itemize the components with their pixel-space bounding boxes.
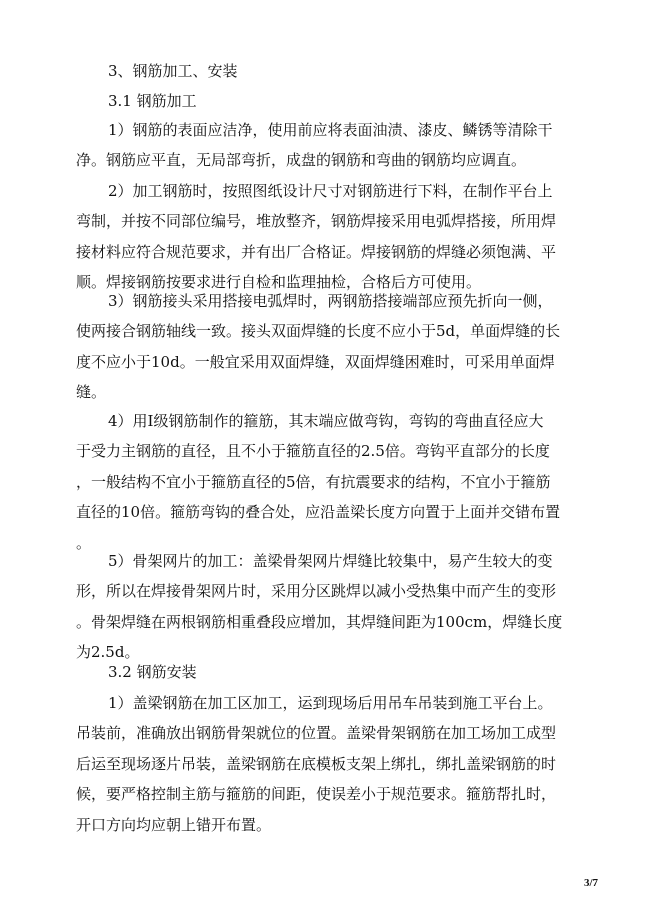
paragraph-line: 度不应小于10d。一般宜采用双面焊缝，双面焊缝困难时，可采用单面焊 [76, 352, 555, 371]
paragraph-line: 1）盖梁钢筋在加工区加工，运到现场后用吊车吊装到施工平台上。 [108, 694, 553, 712]
paragraph-line: 形，所以在焊接骨架网片时，采用分区跳焊以减小受热集中而产生的变形 [76, 582, 557, 601]
paragraph-line: 为2.5d。 [76, 643, 140, 662]
paragraph-line: 1）钢筋的表面应洁净，使用前应将表面油渍、漆皮、鳞锈等清除干 [108, 121, 553, 139]
paragraph-line: 吊装前，准确放出钢筋骨架就位的位置。盖梁骨架钢筋在加工场加工成型 [76, 724, 557, 743]
paragraph-1 [76, 115, 598, 176]
subsection-heading-rebar-installation: 3.2 钢筋安装 [108, 663, 197, 681]
paragraph-line: 候，要严格控制主筋与箍筋的间距，使误差小于规范要求。箍筋帮扎时， [76, 785, 557, 804]
page-number: 3/7 [583, 877, 598, 889]
paragraph-line: 开口方向均应朝上错开布置。 [76, 815, 272, 834]
paragraph-line: 弯制，并按不同部位编号，堆放整齐，钢筋焊接采用电弧焊搭接，所用焊 [76, 212, 557, 231]
paragraph-5 [76, 546, 598, 668]
paragraph-line: 后运至现场逐片吊装，盖梁钢筋在底模板支架上绑扎，绑扎盖梁钢筋的时 [76, 754, 557, 773]
paragraph-line: 4）用Ⅰ级钢筋制作的箍筋，其末端应做弯钩，弯钩的弯曲直径应大 [108, 412, 544, 430]
paragraph-4 [76, 406, 598, 558]
paragraph-line: ，一般结构不宜小于箍筋直径的5倍，有抗震要求的结构，不宜小于箍筋 [76, 472, 551, 491]
paragraph-line: 5）骨架网片的加工：盖梁骨架网片焊缝比较集中，易产生较大的变 [108, 552, 553, 570]
paragraph-2 [76, 176, 598, 298]
paragraph-line: 。 [76, 533, 92, 552]
paragraph-line: 顺。焊接钢筋按要求进行自检和监理抽检，合格后方可使用。 [76, 273, 482, 292]
section-heading: 3、钢筋加工、安装 [108, 62, 238, 80]
paragraph-line: 3）钢筋接头采用搭接电弧焊时，两钢筋搭接端部应预先折向一侧， [108, 292, 553, 310]
paragraph-line: 直径的10倍。箍筋弯钩的叠合处，应沿盖梁长度方向置于上面并交错布置 [76, 503, 561, 522]
paragraph-6 [76, 688, 598, 840]
paragraph-line: 接材料应符合规范要求，并有出厂合格证。焊接钢筋的焊缝必须饱满、平 [76, 242, 557, 261]
paragraph-line: 于受力主钢筋的直径，且不小于箍筋直径的2.5倍。弯钩平直部分的长度 [76, 442, 550, 461]
paragraph-line: 2）加工钢筋时，按照图纸设计尺寸对钢筋进行下料，在制作平台上 [108, 182, 553, 200]
paragraph-3 [76, 286, 598, 408]
subsection-heading-rebar-processing: 3.1 钢筋加工 [108, 92, 197, 110]
paragraph-line: 净。钢筋应平直，无局部弯折，成盘的钢筋和弯曲的钢筋均应调直。 [76, 151, 527, 170]
paragraph-line: 缝。 [76, 383, 107, 402]
paragraph-line: 。骨架焊缝在两根钢筋相重叠段应增加，其焊缝间距为100cm，焊缝长度 [76, 612, 563, 631]
paragraph-line: 使两接合钢筋轴线一致。接头双面焊缝的长度不应小于5d，单面焊缝的长 [76, 322, 561, 341]
